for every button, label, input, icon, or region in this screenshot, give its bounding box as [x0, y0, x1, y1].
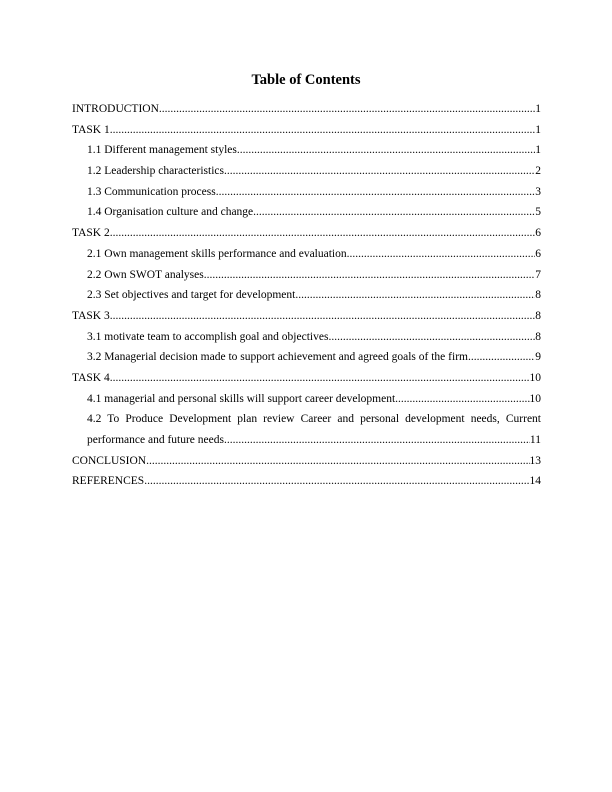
toc-entry-label: TASK 1 — [72, 123, 110, 136]
toc-entry-label: 1.3 Communication process — [87, 185, 216, 198]
toc-page-number: 6 — [535, 227, 541, 240]
toc-page-number: 10 — [529, 392, 541, 405]
toc-entry-label: 1.1 Different management styles — [87, 144, 237, 157]
toc-entry-1-3[interactable] — [72, 182, 541, 203]
toc-title: Table of Contents — [251, 72, 361, 88]
toc-entry-2-3[interactable] — [72, 285, 541, 306]
dot-leader — [237, 140, 535, 161]
toc-entry-label: 2.1 Own management skills performance and evaluation — [87, 247, 347, 260]
dot-leader — [224, 430, 530, 451]
dot-leader — [395, 389, 529, 410]
toc-page-number: 9 — [535, 351, 541, 364]
toc-entry-introduction[interactable] — [72, 99, 541, 120]
toc-page-number: 5 — [535, 206, 541, 219]
dot-leader — [468, 347, 535, 368]
toc-entry-1-2[interactable] — [72, 161, 541, 182]
dot-leader — [110, 368, 530, 389]
toc-entry-label: CONCLUSION — [72, 454, 147, 467]
toc-entry-2-2[interactable] — [72, 265, 541, 286]
toc-entry-1-1[interactable] — [72, 140, 541, 161]
dot-leader — [204, 265, 536, 286]
dot-leader — [110, 306, 536, 327]
toc-entry-label: TASK 3 — [72, 309, 110, 322]
toc-entry-label: INTRODUCTION — [72, 103, 159, 115]
toc-entry-4-2[interactable] — [72, 409, 541, 450]
toc-page-number: 14 — [529, 475, 541, 488]
dot-leader — [216, 182, 536, 203]
toc-entry-label: TASK 4 — [72, 371, 110, 384]
toc-entry-3-2[interactable] — [72, 347, 541, 368]
dot-leader — [159, 99, 535, 120]
dot-leader — [110, 223, 536, 244]
toc-entry-label-line2: performance and future needs — [87, 434, 224, 447]
toc-entry-label: 3.2 Managerial decision made to support achievement and agreed goals of the firm — [87, 351, 468, 364]
toc-page-number: 6 — [535, 247, 541, 260]
toc-entry-conclusion[interactable] — [72, 451, 541, 472]
toc-entry-task-4[interactable] — [72, 368, 541, 389]
toc-entry-task-2[interactable] — [72, 223, 541, 244]
dot-leader — [295, 285, 535, 306]
toc-entry-label: REFERENCES — [72, 475, 145, 488]
toc-page-number: 13 — [529, 454, 541, 467]
dot-leader — [347, 244, 536, 265]
dot-leader — [224, 161, 535, 182]
toc-page-number: 1 — [535, 123, 541, 136]
toc-entry-label: TASK 2 — [72, 227, 110, 240]
dot-leader — [144, 471, 529, 492]
dot-leader — [328, 327, 535, 348]
toc-entry-label-line2-row — [87, 430, 541, 451]
toc-entry-task-1[interactable] — [72, 120, 541, 141]
toc-entry-label: 2.2 Own SWOT analyses — [87, 268, 204, 281]
toc-page-number: 2 — [535, 165, 541, 178]
toc-page-number: 7 — [535, 268, 541, 281]
toc-page-number: 11 — [529, 434, 541, 447]
dot-leader — [146, 451, 529, 472]
toc-page-number: 1 — [535, 103, 541, 115]
toc-entry-label: 1.4 Organisation culture and change — [87, 206, 254, 219]
toc-entry-3-1[interactable] — [72, 327, 541, 348]
table-of-contents — [72, 99, 541, 492]
toc-entry-2-1[interactable] — [72, 244, 541, 265]
toc-entry-task-3[interactable] — [72, 306, 541, 327]
toc-entry-label: 3.1 motivate team to accomplish goal and objectives — [87, 330, 329, 343]
toc-page-number: 1 — [535, 144, 541, 157]
dot-leader — [253, 202, 535, 223]
toc-page-number: 8 — [535, 330, 541, 343]
toc-entry-label: 1.2 Leadership characteristics — [87, 165, 224, 178]
toc-entry-4-1[interactable] — [72, 389, 541, 410]
toc-entry-1-4[interactable] — [72, 202, 541, 223]
toc-page-number: 3 — [535, 185, 541, 198]
toc-entry-label: 4.1 managerial and personal skills will support career development — [87, 392, 396, 405]
toc-page-number: 8 — [535, 289, 541, 302]
toc-page-number: 8 — [535, 309, 541, 322]
toc-page-number: 10 — [529, 371, 541, 384]
toc-entry-label: 2.3 Set objectives and target for development — [87, 289, 296, 302]
toc-entry-label-line1: 4.2 To Produce Development plan review Career and personal development needs, Current — [87, 413, 541, 426]
dot-leader — [110, 120, 536, 141]
toc-entry-references[interactable] — [72, 471, 541, 492]
